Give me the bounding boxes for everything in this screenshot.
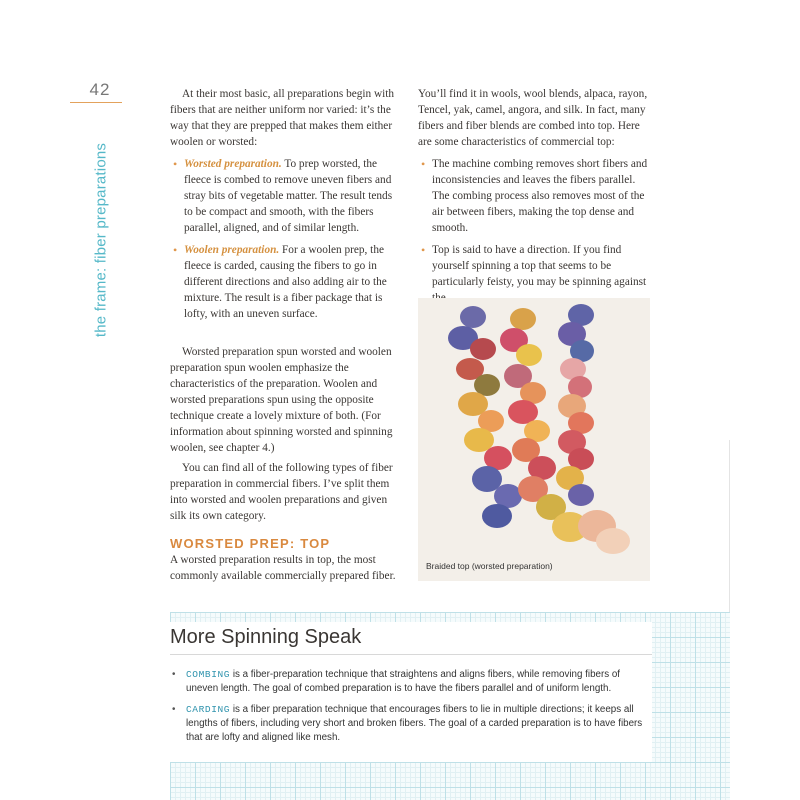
running-head-text: the frame: fiber preparations — [92, 142, 110, 338]
sidebar-title: More Spinning Speak — [170, 626, 362, 648]
left-column — [170, 86, 400, 524]
fiber-blob — [470, 338, 496, 360]
left-para-1: Worsted preparation spun worsted and woolen preparation spun woolen emphasize the characteristics of the preparation. Woolen and worsted preparations spun using the opposite technique create a lovely mixture of both. (For information about spinning worsted and spinning woolen, see chapter 4.) — [170, 346, 393, 454]
section-heading: WORSTED PREP: TOP — [170, 536, 331, 551]
bullet-text: To prep worsted, the fleece is combed to remove uneven fibers and stray bits of vegetable matter. The result tends to be compact and smooth, with the fibers parallel, aligned, and of similar length. — [184, 158, 393, 234]
list-item — [418, 242, 652, 306]
list-item — [170, 242, 400, 322]
braided-top-photo — [418, 298, 650, 581]
top-characteristics-list — [418, 156, 652, 306]
page-number: 42 — [89, 80, 111, 99]
right-intro: You’ll find it in wools, wool blends, alpaca, rayon, Tencel, yak, camel, angora, and silk. In fact, many fibers and fiber blends are combed into top. Here are some characteristics of commercial top: — [418, 88, 648, 148]
sidebar-definition: is a fiber-preparation technique that straightens and aligns fibers, while removing fibers of uneven length. The goal of combed preparation is to have the fibers parallel and of uniform length. — [186, 669, 621, 694]
fiber-blob — [510, 308, 536, 330]
list-item — [170, 668, 650, 696]
sidebar-list — [170, 668, 650, 752]
sidebar-term: COMBING — [186, 669, 231, 680]
right-column — [418, 86, 652, 306]
bullet-term: Worsted preparation. — [184, 158, 282, 170]
bullet-text: For a woolen prep, the fleece is carded, causing the fibers to go in different directions and also adding air to the mixture. The result is a fiber package that is lofty, with an uneven surface. — [184, 244, 387, 320]
bullet-text: The machine combing removes short fibers and inconsistencies and leaves the fibers parallel. The combing process also removes most of the air between fibers, making the top dense and smooth. — [432, 158, 648, 234]
list-item — [170, 703, 650, 745]
list-item — [418, 156, 652, 236]
fiber-blob — [482, 504, 512, 528]
left-para-3: A worsted preparation results in top, the most commonly available commercially prepared fiber. — [170, 554, 396, 582]
left-intro: At their most basic, all preparations begin with fibers that are neither uniform nor varied: it’s the way that they are prepped that makes them either woolen or worsted: — [170, 88, 395, 148]
fiber-blob — [568, 484, 594, 506]
left-column-tail — [170, 552, 402, 584]
sidebar-title-rule — [170, 654, 652, 655]
bullet-term: Woolen preparation. — [184, 244, 280, 256]
sidebar-definition: is a fiber preparation technique that encourages fibers to lie in multiple directions; it keeps all lengths of fibers, including very short and broken fibers. The goal of a carded preparation is to have fibers that are lofty and aligned like mesh. — [186, 704, 643, 743]
sidebar-term: CARDING — [186, 704, 231, 715]
fiber-blob — [516, 344, 542, 366]
bullet-text: Top is said to have a direction. If you find yourself spinning a top that seems to be particularly feisty, you may be spinning against — [432, 244, 647, 288]
prep-list — [170, 156, 400, 322]
list-item — [170, 156, 400, 236]
page-number-rule — [70, 102, 122, 103]
fiber-blob — [596, 528, 630, 554]
fiber-blob — [460, 306, 486, 328]
photo-caption: Braided top (worsted preparation) — [426, 561, 553, 571]
left-para-2: You can find all of the following types of fiber preparation in commercial fibers. I’ve split them into worsted and woolen preparations and given silk its own category. — [170, 462, 393, 522]
